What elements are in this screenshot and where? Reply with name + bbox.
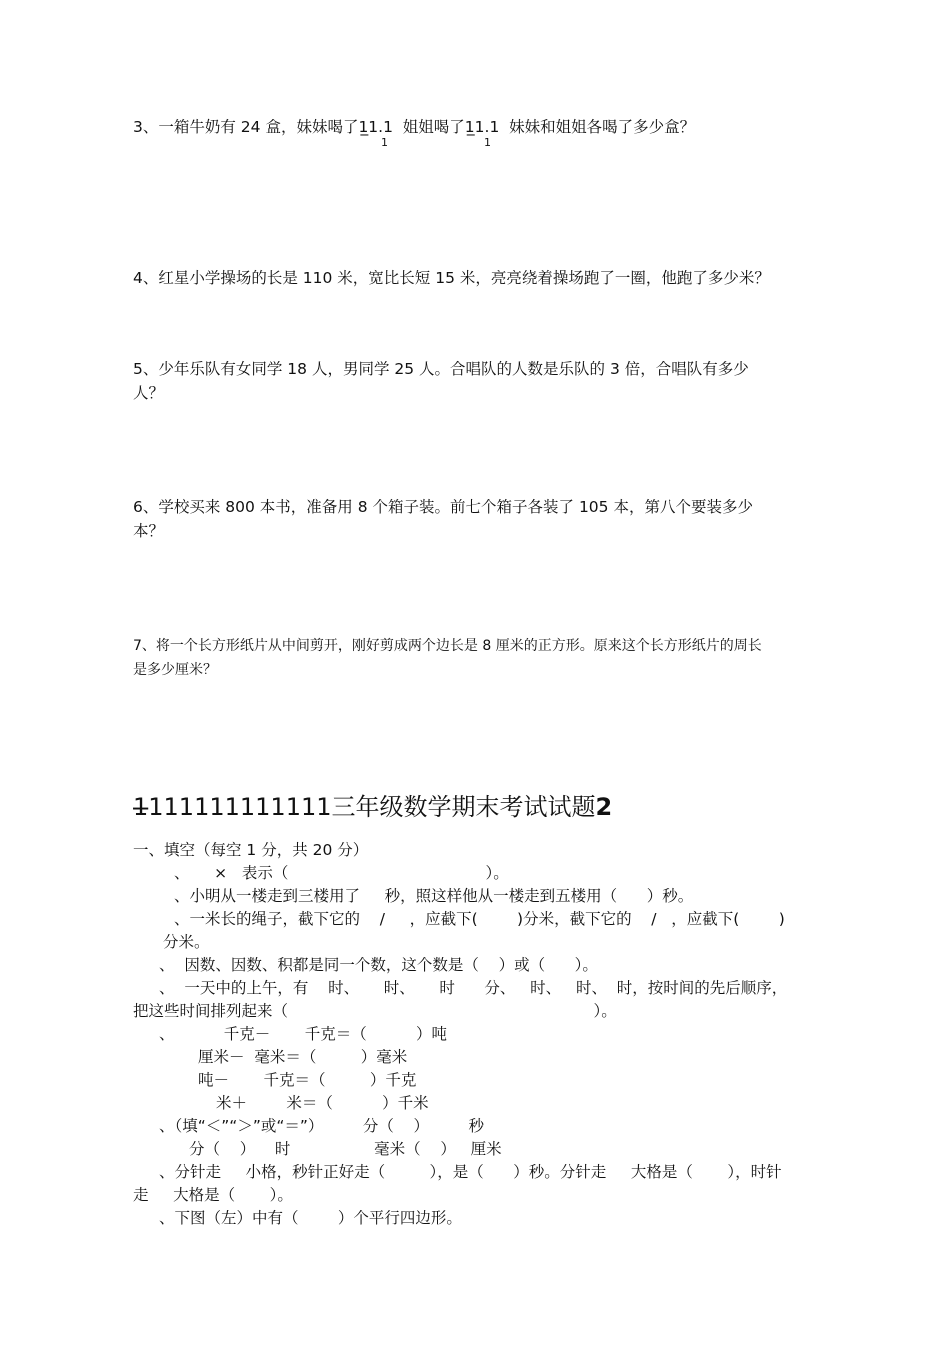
fill-item-8-cont: 走 大格是（ ）。	[133, 1186, 293, 1204]
fill-item-5: 、 一天中的上午，有 时、 时、 时 分、 时、 时、 时，按时间的先后顺序，	[159, 979, 788, 997]
fill-item-1: 、 × 表示（ ）。	[174, 864, 509, 882]
question-5-line-2: 人？	[133, 384, 165, 402]
title-prefix: 1̶111111111111	[133, 793, 332, 821]
fill-item-3-cont: 分米。	[163, 933, 210, 951]
fill-item-6-d: 米＋ 米＝（ ）千米	[216, 1094, 429, 1112]
question-6-line-2: 本？	[133, 522, 165, 540]
fraction-denominator: 1	[484, 136, 491, 149]
fill-item-6-c: 吨－ 千克＝（ ）千克	[198, 1071, 417, 1089]
section-heading: 一、填空（每空 1 分，共 20 分）	[133, 841, 369, 859]
fill-item-9: 、下图（左）中有（ ）个平行四边形。	[159, 1209, 462, 1227]
fill-item-7-b: 分（ ） 时 毫米（ ） 厘米	[189, 1140, 502, 1158]
fraction-denominator: 1	[381, 136, 388, 149]
fill-item-7: 、（填“＜”“＞”或“＝”） 分（ ） 秒	[159, 1117, 484, 1135]
question-5-line-1: 5、少年乐队有女同学 18 人，男同学 25 人。合唱队的人数是乐队的 3 倍，合唱队有多少	[133, 360, 749, 378]
title-number: 2	[595, 793, 613, 821]
fill-item-6-b: 厘米－ 毫米＝（ ）毫米	[198, 1048, 408, 1066]
fill-item-2: 、小明从一楼走到三楼用了 秒，照这样他从一楼走到五楼用（ ）秒。	[174, 887, 694, 905]
fill-item-8: 、分针走 小格，秒针正好走（ ），是（ ）秒。分针走 大格是（ ），时针	[159, 1163, 782, 1181]
question-7-line-2: 是多少厘米？	[133, 662, 217, 678]
question-3: 3、一箱牛奶有 24 盒，妹妹喝了1̲1.1 姐姐喝了1̲1.1 妹妹和姐姐各喝了多少盒？	[133, 118, 696, 136]
fill-item-6: 、 千克－ 千克＝（ ）吨	[159, 1025, 448, 1043]
question-7-line-1: 7、将一个长方形纸片从中间剪开，刚好剪成两个边长是 8 厘米的正方形。原来这个长方形纸片的周长	[133, 638, 762, 654]
question-6-line-1: 6、学校买来 800 本书，准备用 8 个箱子装。前七个箱子各装了 105 本，第八个要装多少	[133, 498, 753, 516]
exam-title	[133, 792, 612, 822]
question-4: 4、红星小学操场的长是 110 米，宽比长短 15 米，亮亮绕着操场跑了一圈，他跑了多少米？	[133, 269, 770, 287]
fill-item-4: 、 因数、因数、积都是同一个数，这个数是（ ）或（ ）。	[159, 956, 598, 974]
fill-item-3: 、一米长的绳子，截下它的 / ，应截下( )分米，截下它的 / ，应截下( )	[174, 910, 785, 928]
title-text: 三年级数学期末考试试题	[331, 793, 596, 821]
fill-item-5-cont: 把这些时间排列起来（ ）。	[133, 1002, 617, 1020]
